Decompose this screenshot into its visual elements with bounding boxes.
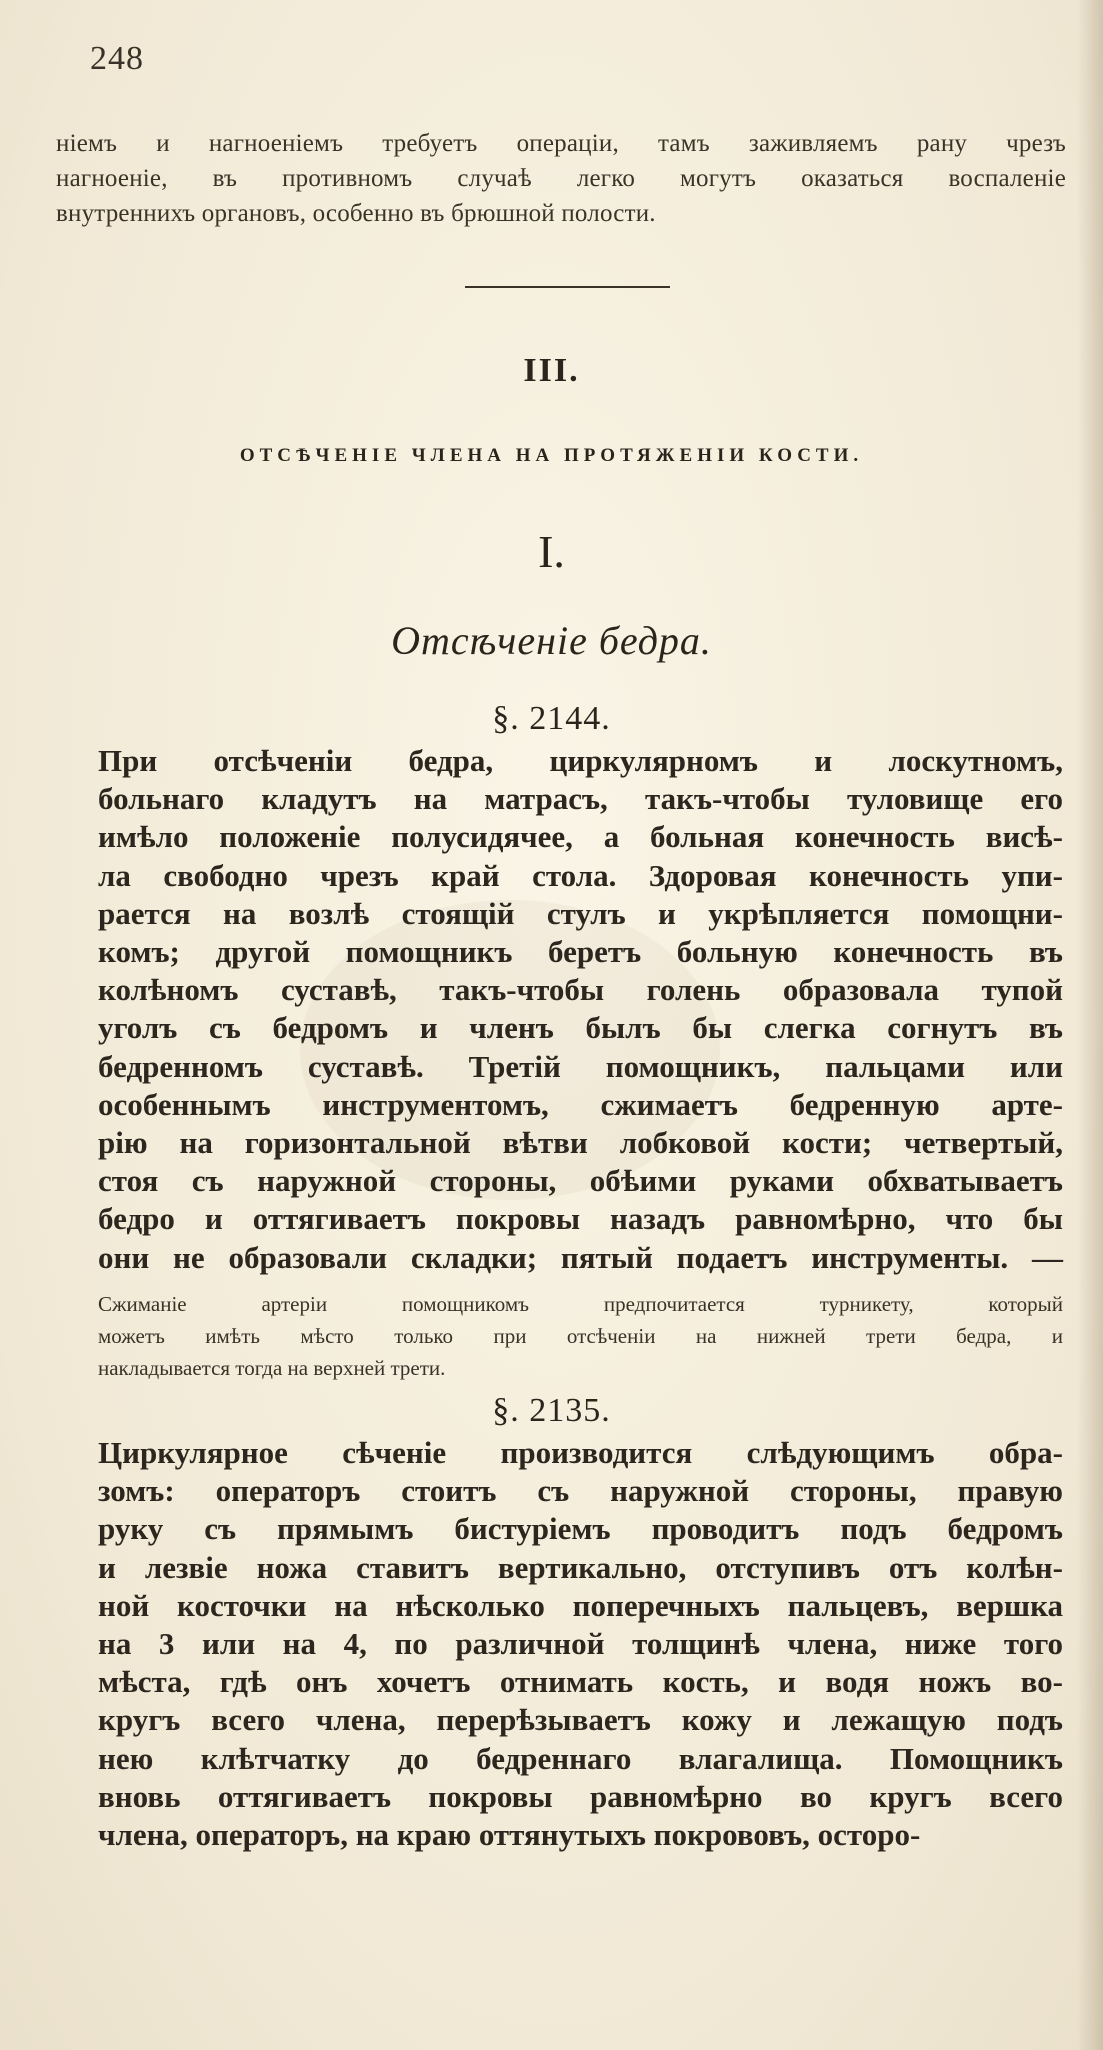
fragment-line: нагноенiе, въ противномъ случаѣ легко могутъ оказаться воспаленiе [56, 165, 1066, 192]
body-line: они не образовали складки; пятый подаетъ инструменты. — [98, 1239, 1063, 1275]
paragraph-body [98, 742, 1063, 1277]
body-line: бедренномъ суставѣ. Третiй помощникъ, пальцами или [98, 1048, 1063, 1084]
body-line: стоя съ наружной стороны, обѣими руками обхватываетъ [98, 1163, 1063, 1199]
body-line: кругъ всего члена, перерѣзываетъ кожу и лежащую подъ [98, 1702, 1063, 1738]
body-line: члена, операторъ, на краю оттянутыхъ покрововъ, осторо- [98, 1817, 921, 1853]
note-line: накладывается тогда на верхней трети. [98, 1356, 446, 1380]
body-line: бедро и оттягиваетъ покровы назадъ равномѣрно, что бы [98, 1201, 1063, 1237]
body-line: нею клѣтчатку до бедреннаго влагалища. Помощникъ [98, 1740, 1063, 1776]
paragraph-body [98, 1434, 1063, 1854]
note-line: Сжиманiе артерiи помощникомъ предпочитается турникету, который [98, 1292, 1063, 1316]
fragment-line: нiемъ и нагноенiемъ требуетъ операцiи, тамъ заживляемъ рану чрезъ [56, 130, 1066, 157]
body-line: особеннымъ инструментомъ, сжимаетъ бедренную арте- [98, 1086, 1063, 1122]
continuation-fragment [56, 126, 1066, 231]
body-line: ла свободно чрезъ край стола. Здоровая конечность упи- [98, 857, 1063, 893]
page-edge-shadow [1077, 0, 1103, 2050]
body-line: больнаго кладутъ на матрасъ, такъ-чтобы туловище его [98, 781, 1063, 817]
body-line: Циркулярное сѣченiе производится слѣдующимъ обра- [98, 1435, 1063, 1470]
subsection-title: Отсѣченiе бедра. [391, 618, 712, 663]
body-line: имѣло положенiе полусидячее, а больная конечность висѣ- [98, 819, 1063, 855]
body-line: комъ; другой помощникъ беретъ больную конечность въ [98, 934, 1063, 970]
body-line: на 3 или на 4, по различной толщинѣ члена, ниже того [98, 1626, 1063, 1662]
body-line: мѣста, гдѣ онъ хочетъ отнимать кость, и водя ножъ во- [98, 1664, 1063, 1700]
body-line: рiю на горизонтальной вѣтви лобковой кости; четвертый, [98, 1125, 1063, 1161]
paragraph-marker: §. 2135. [492, 1392, 611, 1429]
fragment-line: внутреннихъ органовъ, особенно въ брюшной полости. [56, 200, 656, 227]
body-line: рается на возлѣ стоящiй стулъ и укрѣпляется помощни- [98, 895, 1063, 931]
part-title: ОТСѢЧЕНIЕ ЧЛЕНА НА ПРОТЯЖЕНIИ КОСТИ. [239, 445, 864, 466]
body-line: зомъ: операторъ стоитъ съ наружной стороны, правую [98, 1473, 1063, 1509]
body-line: При отсѣченiи бедра, циркулярномъ и лоскутномъ, [98, 743, 1063, 778]
subsection-number: I. [538, 526, 565, 577]
section-divider [465, 286, 670, 288]
paragraph-marker: §. 2144. [492, 700, 611, 737]
footnote-block [98, 1288, 1063, 1384]
note-line: можетъ имѣть мѣсто только при отсѣченiи на нижней трети бедра, и [98, 1324, 1063, 1348]
page-number: 248 [90, 40, 144, 77]
body-line: уголъ съ бедромъ и членъ былъ бы слегка согнутъ въ [98, 1010, 1063, 1046]
body-line: руку съ прямымъ бистурiемъ проводитъ подъ бедромъ [98, 1511, 1063, 1547]
body-line: вновь оттягиваетъ покровы равномѣрно во кругъ всего [98, 1778, 1063, 1814]
part-number: III. [523, 352, 580, 389]
body-line: ной косточки на нѣсколько поперечныхъ пальцевъ, вершка [98, 1587, 1063, 1623]
body-line: и лезвiе ножа ставитъ вертикально, отступивъ отъ колѣн- [98, 1549, 1063, 1585]
body-line: колѣномъ суставѣ, такъ-чтобы голень образовала тупой [98, 972, 1063, 1008]
